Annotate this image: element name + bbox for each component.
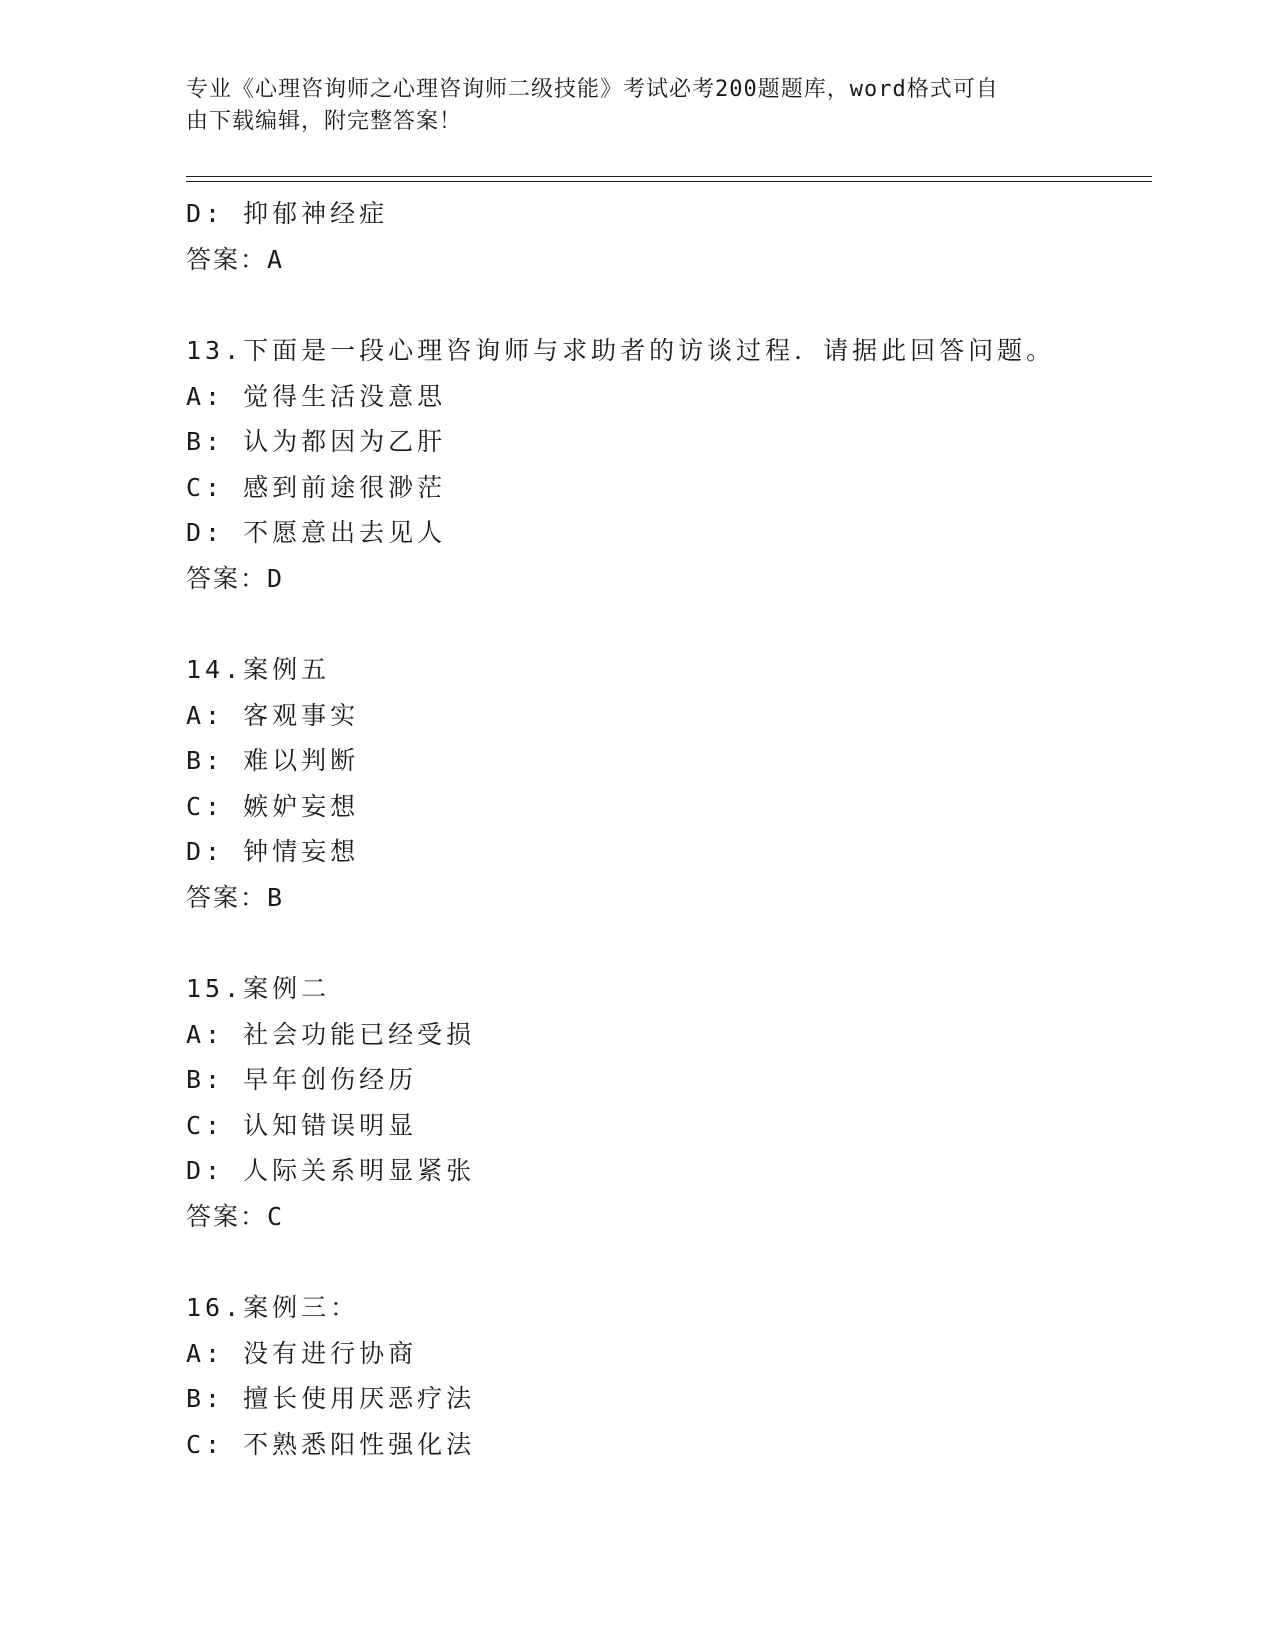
option-letter: D: <box>186 837 225 866</box>
answer <box>186 875 1152 921</box>
option-c <box>186 465 1152 511</box>
answer-label: 答案： <box>186 1201 268 1231</box>
question-list <box>186 191 1152 1467</box>
option-letter: B: <box>186 746 225 775</box>
option-text: 认知错误明显 <box>243 1110 418 1140</box>
option-a <box>186 374 1152 420</box>
option-d <box>186 829 1152 875</box>
answer-value: A <box>267 244 285 274</box>
question-16 <box>186 1285 1152 1467</box>
option-d <box>186 1148 1152 1194</box>
option-letter: B: <box>186 1065 225 1094</box>
prev-answer <box>186 237 1152 283</box>
question-14 <box>186 647 1152 920</box>
answer <box>186 556 1152 602</box>
option-letter: D: <box>186 199 225 228</box>
option-letter: C: <box>186 1110 225 1140</box>
option-d <box>186 510 1152 556</box>
header-rule-top <box>186 176 1152 177</box>
option-letter: A: <box>186 1338 225 1368</box>
option-text: 嫉妒妄想 <box>243 791 360 821</box>
option-text: 客观事实 <box>243 700 360 730</box>
option-text: 难以判断 <box>243 746 360 775</box>
option-text: 抑郁神经症 <box>243 199 389 228</box>
header-line-2: 由下载编辑，附完整答案！ <box>186 109 463 134</box>
option-text: 擅长使用厌恶疗法 <box>243 1384 476 1413</box>
question-stem: 16.案例三： <box>186 1293 360 1322</box>
option-text: 早年创伤经历 <box>243 1065 418 1094</box>
option-letter: B: <box>186 1384 225 1413</box>
option-letter: C: <box>186 472 225 502</box>
question-stem: 13.下面是一段心理咨询师与求助者的访谈过程．请据此回答问题。 <box>186 336 1056 365</box>
option-letter: A: <box>186 381 225 411</box>
option-text: 没有进行协商 <box>243 1338 418 1368</box>
answer-label: 答案： <box>186 563 268 593</box>
question-stem: 15.案例二 <box>186 974 331 1003</box>
option-text: 钟情妄想 <box>243 837 360 866</box>
option-text: 认为都因为乙肝 <box>243 427 447 456</box>
option-b <box>186 1057 1152 1103</box>
answer-label: 答案： <box>186 244 268 274</box>
option-text: 人际关系明显紧张 <box>243 1156 476 1185</box>
option-letter: A: <box>186 700 225 730</box>
option-c <box>186 1422 1152 1468</box>
option-text: 感到前途很渺茫 <box>243 472 447 502</box>
option-text: 不愿意出去见人 <box>243 518 447 547</box>
option-b <box>186 419 1152 465</box>
option-letter: B: <box>186 427 225 456</box>
option-a <box>186 1012 1152 1058</box>
answer <box>186 1194 1152 1240</box>
answer-value: C <box>267 1201 285 1231</box>
option-text: 不熟悉阳性强化法 <box>243 1429 476 1459</box>
document-header <box>186 74 1066 138</box>
option-letter: D: <box>186 518 225 547</box>
option-c <box>186 784 1152 830</box>
header-line-1: 专业《心理咨询师之心理咨询师二级技能》考试必考200题题库，word格式可自 <box>186 77 999 102</box>
option-c <box>186 1103 1152 1149</box>
header-rule-bottom <box>186 181 1152 182</box>
option-b <box>186 1376 1152 1422</box>
option-text: 觉得生活没意思 <box>243 381 447 411</box>
option-letter: C: <box>186 1429 225 1459</box>
option-text: 社会功能已经受损 <box>243 1019 476 1049</box>
option-a <box>186 1331 1152 1377</box>
answer-value: B <box>267 882 285 912</box>
option-letter: D: <box>186 1156 225 1185</box>
option-b <box>186 738 1152 784</box>
prev-option-d <box>186 191 1152 237</box>
answer-label: 答案： <box>186 882 268 912</box>
question-15 <box>186 966 1152 1239</box>
question-stem: 14.案例五 <box>186 655 331 684</box>
option-letter: A: <box>186 1019 225 1049</box>
option-letter: C: <box>186 791 225 821</box>
option-a <box>186 693 1152 739</box>
question-13 <box>186 328 1152 601</box>
answer-value: D <box>267 563 285 593</box>
